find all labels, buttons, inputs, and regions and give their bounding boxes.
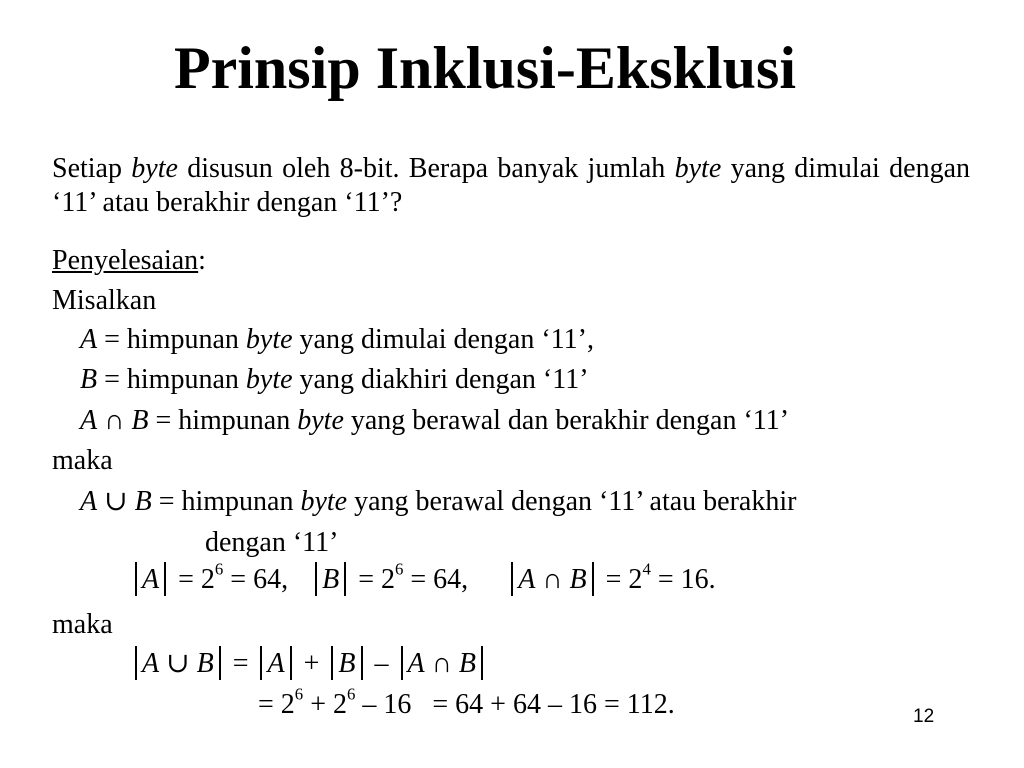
count-b-var: B [322, 564, 340, 595]
solution-heading-text: Penyelesaian [52, 245, 199, 276]
def-ab-var2: B [131, 405, 149, 436]
maka-text-2: maka [52, 609, 113, 640]
abs-bar [344, 562, 346, 596]
count-a-eq2: = 64, [223, 564, 289, 595]
union-symbol: ∪ [97, 486, 135, 517]
count-a-var: A [142, 564, 160, 595]
formula-eq: = [225, 648, 256, 679]
count-ab-eq2: = 16. [650, 564, 716, 595]
abs-bar [361, 646, 363, 680]
problem-part-3: yang dimulai dengan ‘11’ atau berakhir dengan ‘11’? [52, 153, 970, 218]
count-b-exp: 6 [395, 559, 404, 579]
problem-byte-1: byte [131, 153, 178, 184]
abs-bar [219, 646, 221, 680]
count-b-eq2: = 64, [403, 564, 469, 595]
def-b-rest: yang diakhiri dengan ‘11’ [292, 364, 589, 395]
def-a-eq: = himpunan [97, 324, 246, 355]
def-ab-eq: = himpunan [148, 405, 298, 436]
abs-bar [401, 646, 403, 680]
cardinality-line [130, 559, 716, 597]
abs-bar [481, 646, 483, 680]
formula-intersection-op: ∩ [424, 648, 459, 679]
result-exp2: 6 [346, 684, 356, 704]
formula-plus: + [296, 648, 327, 679]
problem-statement [52, 152, 970, 219]
abs-bar [135, 562, 137, 596]
count-ab-exp: 4 [642, 559, 651, 579]
definition-union [80, 485, 796, 519]
formula-u1: A [142, 648, 160, 679]
count-a-eq1: = 2 [171, 564, 215, 595]
misalkan-text: Misalkan [52, 285, 157, 316]
solution-heading [52, 244, 206, 278]
maka-text-1: maka [52, 445, 113, 476]
result-plus: + 2 [303, 689, 347, 720]
union-rest: yang berawal dengan ‘11’ atau berakhir [347, 486, 797, 517]
problem-byte-2: byte [674, 153, 722, 184]
intersection-symbol: ∩ [97, 405, 132, 436]
abs-bar [331, 646, 333, 680]
formula-a: A [267, 648, 285, 679]
def-ab-var1: A [80, 405, 98, 436]
def-b-byte: byte [245, 364, 293, 395]
def-ab-byte: byte [297, 405, 344, 436]
count-ab-var2: B [569, 564, 587, 595]
problem-part-1: Setiap [52, 153, 132, 184]
abs-bar [592, 562, 594, 596]
count-b-eq1: = 2 [351, 564, 395, 595]
def-b-var: B [80, 364, 98, 395]
def-ab-rest: yang berawal dan berakhir dengan ‘11’ [343, 405, 790, 436]
formula-minus: – [367, 648, 396, 679]
problem-part-2: disusun oleh 8-bit. Berapa banyak jumlah [177, 153, 675, 184]
formula-b: B [338, 648, 356, 679]
slide-title: Prinsip Inklusi-Eksklusi [173, 35, 796, 101]
abs-bar [290, 646, 292, 680]
final-result [258, 684, 675, 722]
union-var2: B [134, 486, 152, 517]
union-byte: byte [300, 486, 348, 517]
count-ab-op: ∩ [535, 564, 570, 595]
page-number: 12 [913, 706, 935, 727]
formula-u2: B [196, 648, 214, 679]
count-ab-var1: A [518, 564, 536, 595]
abs-bar [260, 646, 262, 680]
count-ab-eq1: = 2 [598, 564, 643, 595]
abs-bar [135, 646, 137, 680]
formula-i1: A [407, 648, 425, 679]
union-eq: = himpunan [151, 486, 301, 517]
definition-b [80, 363, 589, 397]
def-a-var: A [80, 324, 98, 355]
union-var1: A [80, 486, 98, 517]
formula-i2: B [458, 648, 476, 679]
solution-heading-colon: : [198, 245, 206, 276]
def-a-rest: yang dimulai dengan ‘11’, [292, 324, 594, 355]
result-eq1: = 2 [258, 689, 295, 720]
abs-bar [511, 562, 513, 596]
abs-bar [315, 562, 317, 596]
definition-a [80, 323, 594, 357]
result-rest: – 16 = 64 + 64 – 16 = 112. [355, 689, 675, 720]
abs-bar [164, 562, 166, 596]
formula-union-op: ∪ [159, 648, 197, 679]
result-exp1: 6 [294, 684, 304, 704]
definition-intersection [80, 404, 789, 438]
inclusion-exclusion-formula [130, 646, 488, 681]
def-b-eq: = himpunan [97, 364, 246, 395]
definition-union-continued: dengan ‘11’ [205, 527, 339, 558]
def-a-byte: byte [245, 324, 293, 355]
count-a-exp: 6 [214, 559, 224, 579]
